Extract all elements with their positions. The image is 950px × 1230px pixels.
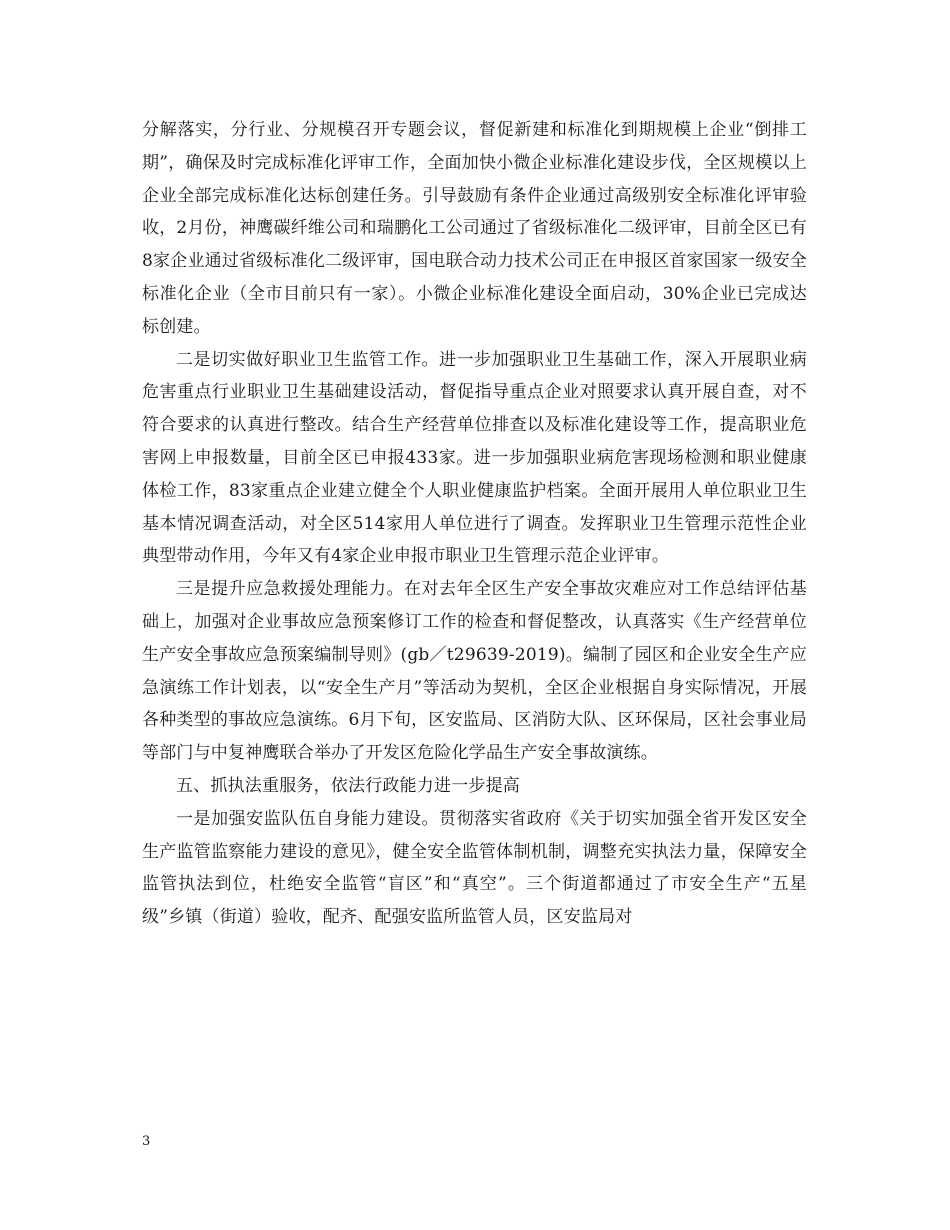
paragraph-continuation: 分解落实，分行业、分规模召开专题会议，督促新建和标准化到期规模上企业“倒排工期”，确保及时完成标准化评审工作，全面加快小微企业标准化建设步伐，全区规模以上企业全部完成标准化达标创建任务。引导鼓励有条件企业通过高级别安全标准化评审验收，2月份，神鹰碳纤维公司和瑞鹏化工公司通过了省级标准化二级评审，目前全区已有8家企业通过省级标准化二级评审，国电联合动力技术公司正在申报区首家国家一级安全标准化企业（全市目前只有一家）。小微企业标准化建设全面启动，30%企业已完成达标创建。	[142, 120, 807, 337]
paragraph-occupational-health: 二是切实做好职业卫生监管工作。进一步加强职业卫生基础工作，深入开展职业病危害重点行业职业卫生基础建设活动，督促指导重点企业对照要求认真开展自查，对不符合要求的认真进行整改。结合生产经营单位排查以及标准化建设等工作，提高职业危害网上申报数量，目前全区已申报433家。进一步加强职业病危害现场检测和职业健康体检工作，83家重点企业建立健全个人职业健康监护档案。全面开展用人单位职业卫生基本情况调查活动，对全区514家用人单位进行了调查。发挥职业卫生管理示范性企业典型带动作用，今年又有4家企业申报市职业卫生管理示范企业评审。	[142, 349, 807, 567]
document-body	[142, 114, 807, 934]
section-heading-enforcement: 五、抓执法重服务，依法行政能力进一步提高	[176, 775, 520, 796]
paragraph-team-capacity: 一是加强安监队伍自身能力建设。贯彻落实省政府《关于切实加强全省开发区安全生产监管监察能力建设的意见》，健全安全监管体制机制，调整充实执法力量，保障安全监管执法到位，杜绝安全监管“盲区”和“真空”。三个街道都通过了市安全生产“五星级”乡镇（街道）验收，配齐、配强安监所监管人员，区安监局对	[142, 808, 807, 928]
paragraph-emergency-rescue: 三是提升应急救援处理能力。在对去年全区生产安全事故灾难应对工作总结评估基础上，加强对企业事故应急预案修订工作的检查和督促整改，认真落实《生产经营单位生产安全事故应急预案编制导则》(gb／t29639-2019)。编制了园区和企业安全生产应急演练工作计划表，以“安全生产月”等活动为契机，全区企业根据自身实际情况，开展各种类型的事故应急演练。6月下旬，区安监局、区消防大队、区环保局，区社会事业局等部门与中复神鹰联合举办了开发区危险化学品生产安全事故演练。	[142, 579, 807, 764]
page-number: 3	[142, 1134, 151, 1149]
